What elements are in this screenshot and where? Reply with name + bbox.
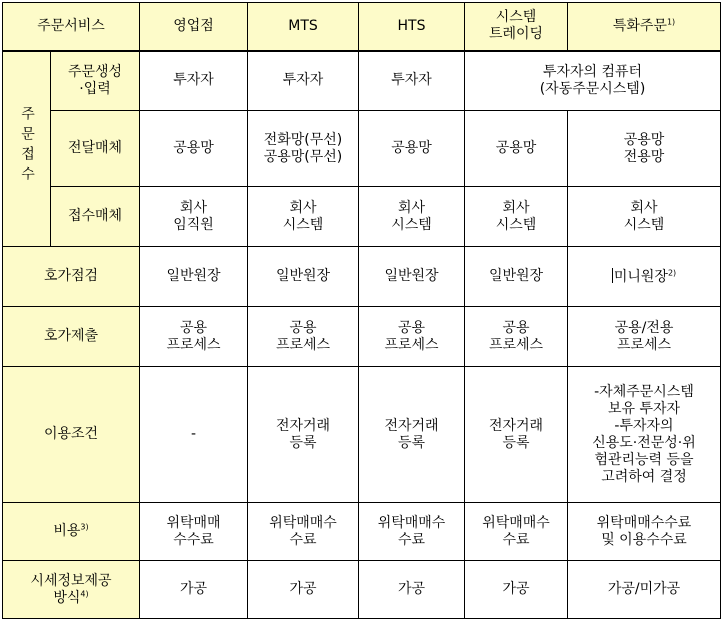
footnote-4: 4) (80, 588, 89, 598)
cell-medium-branch: 공용망 (140, 111, 248, 187)
order-creation-label: 주문생성 ·입력 (51, 51, 140, 111)
cell-medium-mts: 전화망(무선) 공용망(무선) (248, 111, 359, 187)
order-reception-group (3, 51, 51, 247)
cell-creation-computer: 투자자의 컴퓨터 (자동주문시스템) (465, 51, 721, 111)
cell-receiver-hts: 회사 시스템 (359, 187, 465, 247)
reception-medium-label: 접수매체 (51, 187, 140, 247)
header-system-trading: 시스템 트레이딩 (465, 3, 568, 51)
header-service-label: 주문서비스 (3, 3, 140, 51)
row-usage-conditions (3, 367, 721, 503)
cell-medium-special: 공용망 전용망 (568, 111, 721, 187)
cell-cost-mts: 위탁매매수 수료 (248, 503, 359, 561)
row-cost (3, 503, 721, 561)
usage-conditions-label: 이용조건 (3, 367, 140, 503)
quote-submit-label: 호가제출 (3, 307, 140, 367)
row-quote-submit (3, 307, 721, 367)
cell-receiver-system: 회사 시스템 (465, 187, 568, 247)
market-info-label: 시세정보제공 방식 (30, 572, 112, 606)
cell-check-mts: 일반원장 (248, 247, 359, 307)
row-delivery-medium (3, 111, 721, 187)
cell-cost-branch: 위탁매매 수수료 (140, 503, 248, 561)
cell-submit-special: 공용/전용 프로세스 (568, 307, 721, 367)
footnote-1: 1) (666, 17, 676, 27)
header-row (3, 3, 721, 51)
header-mts: MTS (248, 3, 359, 51)
cell-check-special (568, 247, 721, 307)
cell-check-branch: 일반원장 (140, 247, 248, 307)
footnote-3: 3) (80, 522, 89, 532)
cell-submit-branch: 공용 프로세스 (140, 307, 248, 367)
cell-submit-mts: 공용 프로세스 (248, 307, 359, 367)
row-order-creation (3, 51, 721, 111)
cell-submit-hts: 공용 프로세스 (359, 307, 465, 367)
quote-check-label: 호가점검 (3, 247, 140, 307)
row-quote-check (3, 247, 721, 307)
cost-label: 비용 (53, 523, 81, 539)
cell-cost-special: 위탁매매수수료 및 이용수수료 (568, 503, 721, 561)
cell-check-hts: 일반원장 (359, 247, 465, 307)
cell-usage-system: 전자거래 등록 (465, 367, 568, 503)
cell-medium-system: 공용망 (465, 111, 568, 187)
cell-usage-special: -자체주문시스템 보유 투자자 -투자자의 신용도·전문성·위 험관리능력 등을 고려하여 결정 (568, 367, 721, 503)
row-reception-medium (3, 187, 721, 247)
cell-receiver-special: 회사 시스템 (568, 187, 721, 247)
footnote-2: 2) (667, 267, 677, 277)
cell-usage-branch: - (140, 367, 248, 503)
cell-receiver-branch: 회사 임직원 (140, 187, 248, 247)
cell-info-hts: 가공 (359, 561, 465, 619)
header-special-order-label: 특화주문 (612, 17, 667, 34)
cell-info-system: 가공 (465, 561, 568, 619)
row-market-info (3, 561, 721, 619)
delivery-medium-label: 전달매체 (51, 111, 140, 187)
order-service-table (2, 2, 721, 619)
cell-receiver-mts: 회사 시스템 (248, 187, 359, 247)
cell-info-mts: 가공 (248, 561, 359, 619)
cell-usage-mts: 전자거래 등록 (248, 367, 359, 503)
order-reception-label: 주문접수 (19, 106, 35, 187)
cell-cost-hts: 위탁매매수 수료 (359, 503, 465, 561)
cell-creation-branch: 투자자 (140, 51, 248, 111)
text-cursor (612, 268, 613, 283)
cost-label-cell (3, 503, 140, 561)
market-info-label-cell (3, 561, 140, 619)
cell-check-special-text: 미니원장 (613, 268, 668, 285)
cell-submit-system: 공용 프로세스 (465, 307, 568, 367)
cell-check-system: 일반원장 (465, 247, 568, 307)
header-hts: HTS (359, 3, 465, 51)
cell-info-special: 가공/미가공 (568, 561, 721, 619)
cell-usage-hts: 전자거래 등록 (359, 367, 465, 503)
cell-creation-hts: 투자자 (359, 51, 465, 111)
header-branch: 영업점 (140, 3, 248, 51)
cell-medium-hts: 공용망 (359, 111, 465, 187)
cell-info-branch: 가공 (140, 561, 248, 619)
cell-creation-mts: 투자자 (248, 51, 359, 111)
cell-cost-system: 위탁매매수 수료 (465, 503, 568, 561)
header-special-order (568, 3, 721, 51)
